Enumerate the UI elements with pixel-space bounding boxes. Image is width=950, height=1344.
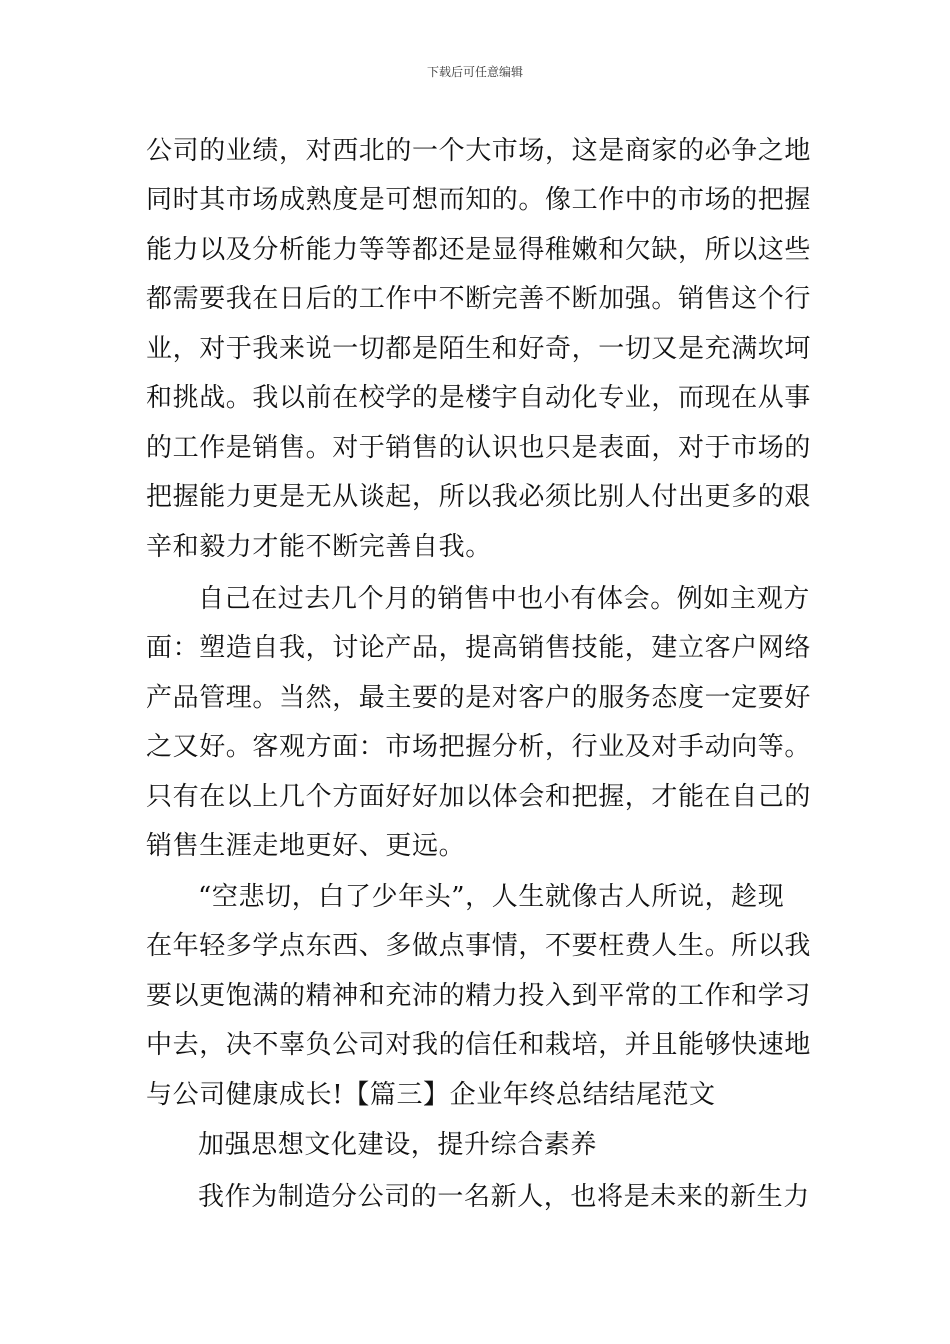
text-line: 公司的业绩，对西北的一个大市场，这是商家的必争之地 bbox=[146, 136, 812, 166]
text-line: “空悲切，白了少年头”，人生就像古人所说，趁现 bbox=[198, 882, 785, 912]
text-line: 能力以及分析能力等等都还是显得稚嫩和欠缺，所以这些 bbox=[146, 235, 812, 265]
text-line: 面：塑造自我，讨论产品，提高销售技能，建立客户网络 bbox=[146, 633, 812, 663]
text-line: 与公司健康成长!【篇三】企业年终总结结尾范文 bbox=[146, 1080, 716, 1110]
text-line: 在年轻多学点东西、多做点事情，不要枉费人生。所以我 bbox=[146, 931, 812, 961]
text-line: 同时其市场成熟度是可想而知的。像工作中的市场的把握 bbox=[146, 185, 812, 215]
text-line: 自己在过去几个月的销售中也小有体会。例如主观方 bbox=[198, 584, 810, 614]
text-line: 业，对于我来说一切都是陌生和好奇，一切又是充满坎坷 bbox=[146, 334, 812, 364]
text-line: 之又好。客观方面：市场把握分析，行业及对手动向等。 bbox=[146, 732, 812, 762]
text-line: 都需要我在日后的工作中不断完善不断加强。销售这个行 bbox=[146, 284, 812, 314]
text-line: 把握能力更是无从谈起，所以我必须比别人付出更多的艰 bbox=[146, 482, 812, 512]
text-line: 只有在以上几个方面好好加以体会和把握，才能在自己的 bbox=[146, 782, 812, 812]
text-line: 辛和毅力才能不断完善自我。 bbox=[146, 532, 492, 562]
text-line: 产品管理。当然，最主要的是对客户的服务态度一定要好 bbox=[146, 683, 812, 713]
text-line: 的工作是销售。对于销售的认识也只是表面，对于市场的 bbox=[146, 433, 812, 463]
text-line: 加强思想文化建设，提升综合素养 bbox=[198, 1130, 598, 1160]
text-line: 我作为制造分公司的一名新人，也将是未来的新生力 bbox=[198, 1182, 810, 1212]
text-line: 和挑战。我以前在校学的是楼宇自动化专业，而现在从事 bbox=[146, 383, 812, 413]
text-line: 中去，决不辜负公司对我的信任和栽培，并且能够快速地 bbox=[146, 1030, 812, 1060]
text-line: 销售生涯走地更好、更远。 bbox=[146, 831, 466, 861]
text-line: 要以更饱满的精神和充沛的精力投入到平常的工作和学习 bbox=[146, 981, 812, 1011]
page-header: 下载后可任意编辑 bbox=[426, 65, 523, 79]
